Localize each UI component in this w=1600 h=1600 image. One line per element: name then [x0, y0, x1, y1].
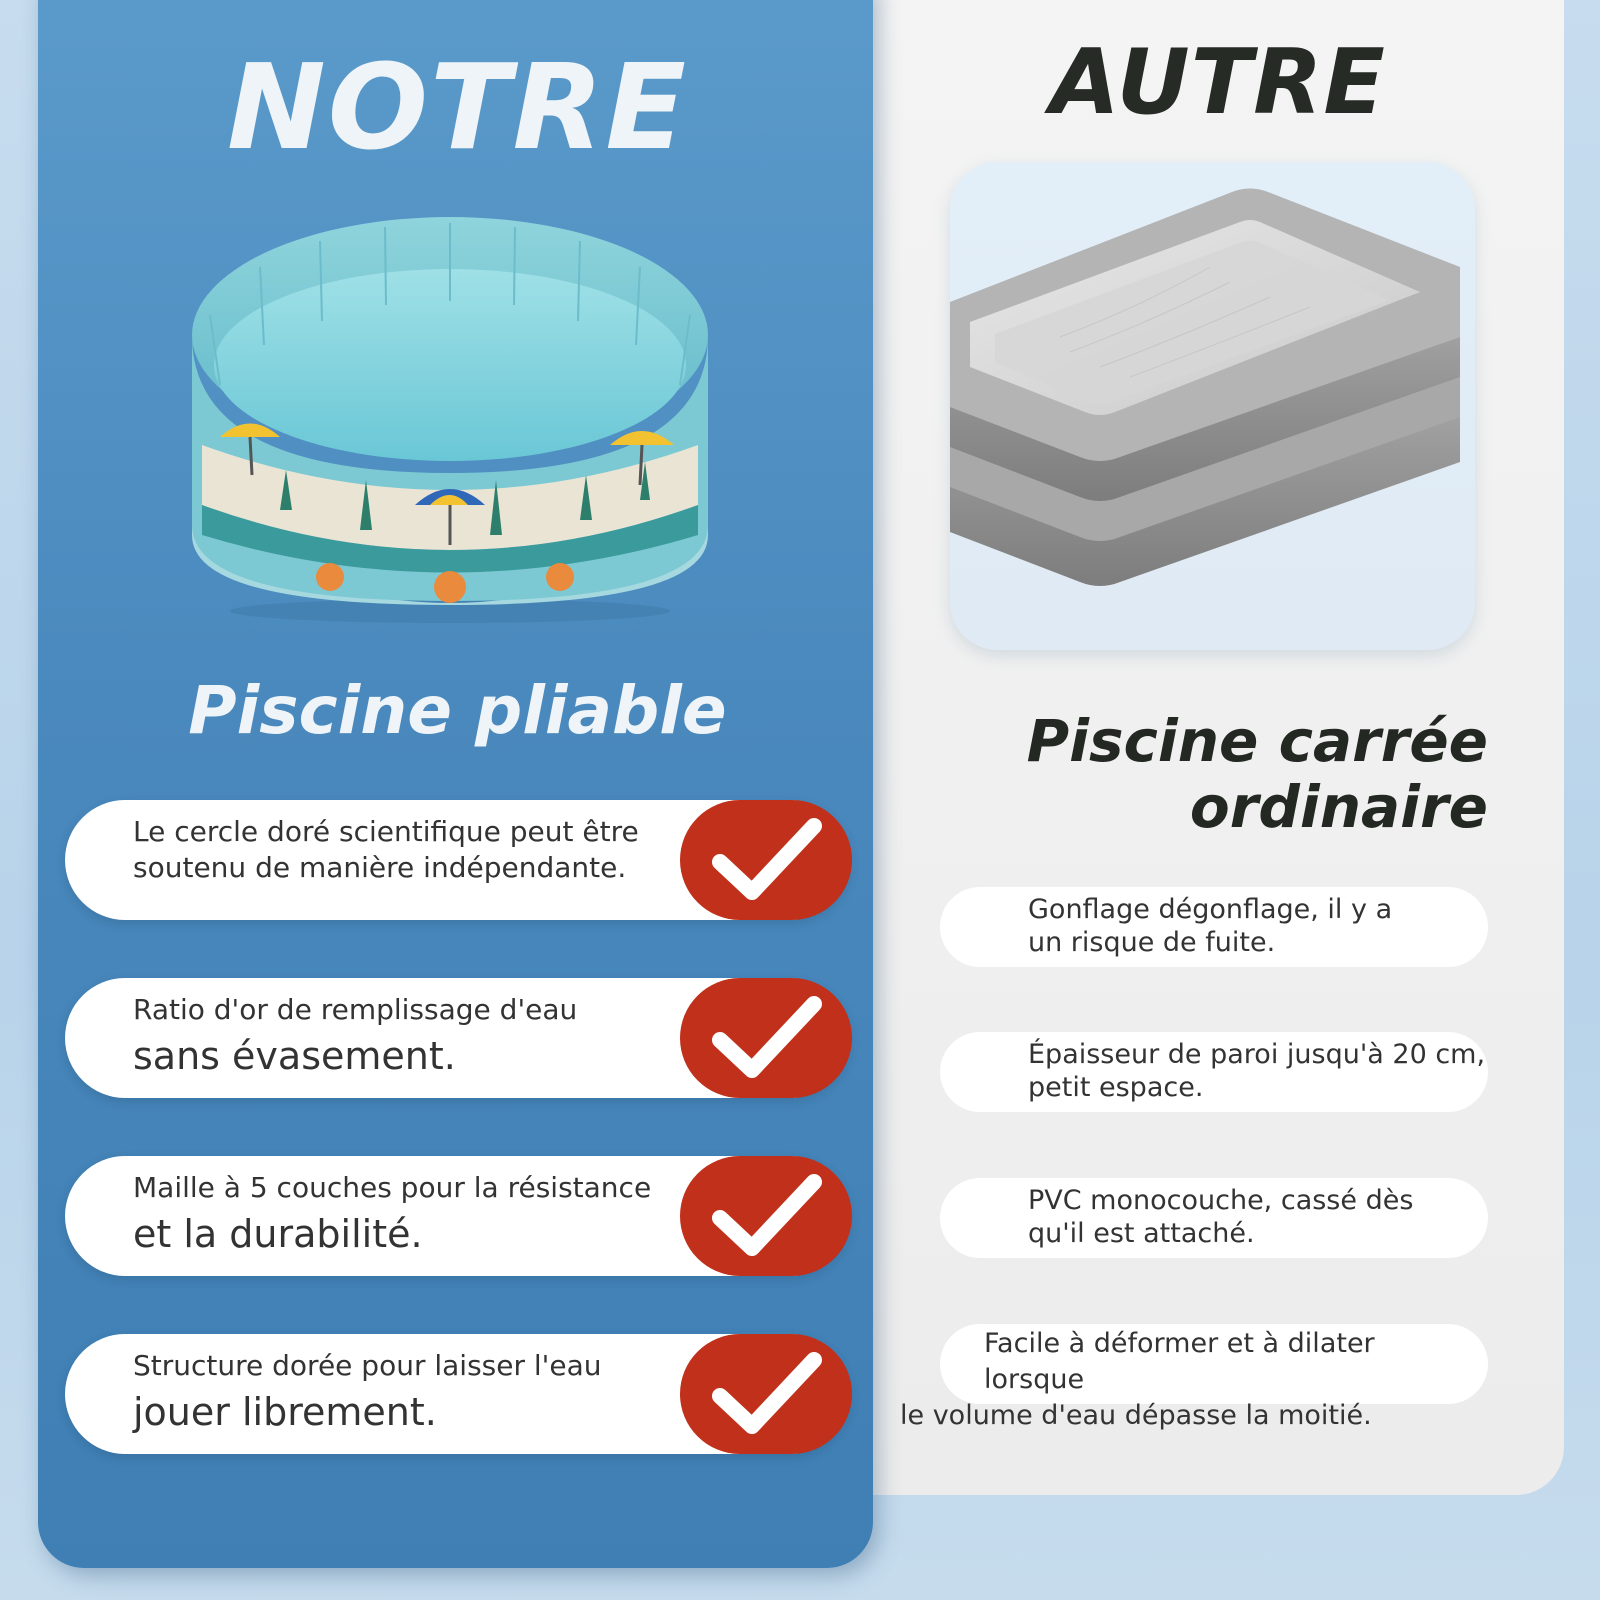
- other-feature-1: [940, 887, 1488, 967]
- feature-text-line1: Maille à 5 couches pour la résistance: [133, 1171, 652, 1204]
- other-product-line2: ordinaire: [1189, 773, 1488, 841]
- checkmark-icon: [680, 1156, 852, 1276]
- other-title: AUTRE: [1050, 30, 1386, 135]
- feature-text-line1: Épaisseur de paroi jusqu'à 20 cm,: [1028, 1039, 1486, 1070]
- checkmark-badge: [680, 800, 852, 920]
- checkmark-icon: [680, 800, 852, 920]
- other-feature-2: [940, 1032, 1488, 1112]
- feature-text-line2: et la durabilité.: [133, 1212, 423, 1256]
- other-feature-3: [940, 1178, 1488, 1258]
- inflatable-pool-image: [950, 162, 1475, 650]
- feature-text-line2: sans évasement.: [133, 1034, 456, 1078]
- checkmark-badge: [680, 978, 852, 1098]
- feature-text-line2: jouer librement.: [133, 1390, 437, 1434]
- ours-product-name: Piscine pliable: [188, 672, 727, 749]
- feature-text-line1: Facile à déformer et à dilater lorsque: [984, 1328, 1375, 1395]
- other-product-line1: Piscine carrée: [1026, 707, 1488, 775]
- ours-feature-2: [65, 978, 850, 1098]
- feature-text-line2: qu'il est attaché.: [1028, 1218, 1255, 1249]
- other-product-name: [1027, 708, 1488, 840]
- feature-text-line1: Gonflage dégonflage, il y a: [1028, 894, 1393, 925]
- checkmark-icon: [680, 978, 852, 1098]
- ours-feature-1: [65, 800, 850, 920]
- feature-text-line2: soutenu de manière indépendante.: [133, 851, 627, 884]
- feature-text-line1: Le cercle doré scientifique peut être: [133, 815, 639, 848]
- other-feature-4-text: [900, 1326, 1470, 1434]
- checkmark-icon: [680, 1334, 852, 1454]
- ours-feature-3: [65, 1156, 850, 1276]
- feature-text-line2: petit espace.: [1028, 1072, 1204, 1103]
- feature-text-line1: Ratio d'or de remplissage d'eau: [133, 993, 578, 1026]
- inflatable-pool-card: [950, 162, 1475, 650]
- feature-text-line1: Structure dorée pour laisser l'eau: [133, 1349, 602, 1382]
- checkmark-badge: [680, 1156, 852, 1276]
- feature-text-line2: un risque de fuite.: [1028, 927, 1276, 958]
- feature-text-line1: PVC monocouche, cassé dès: [1028, 1185, 1414, 1216]
- checkmark-badge: [680, 1334, 852, 1454]
- foldable-pool-image: [180, 205, 720, 625]
- ours-feature-4: [65, 1334, 850, 1454]
- feature-text-line2: le volume d'eau dépasse la moitié.: [900, 1400, 1372, 1431]
- ours-title: NOTRE: [226, 38, 689, 176]
